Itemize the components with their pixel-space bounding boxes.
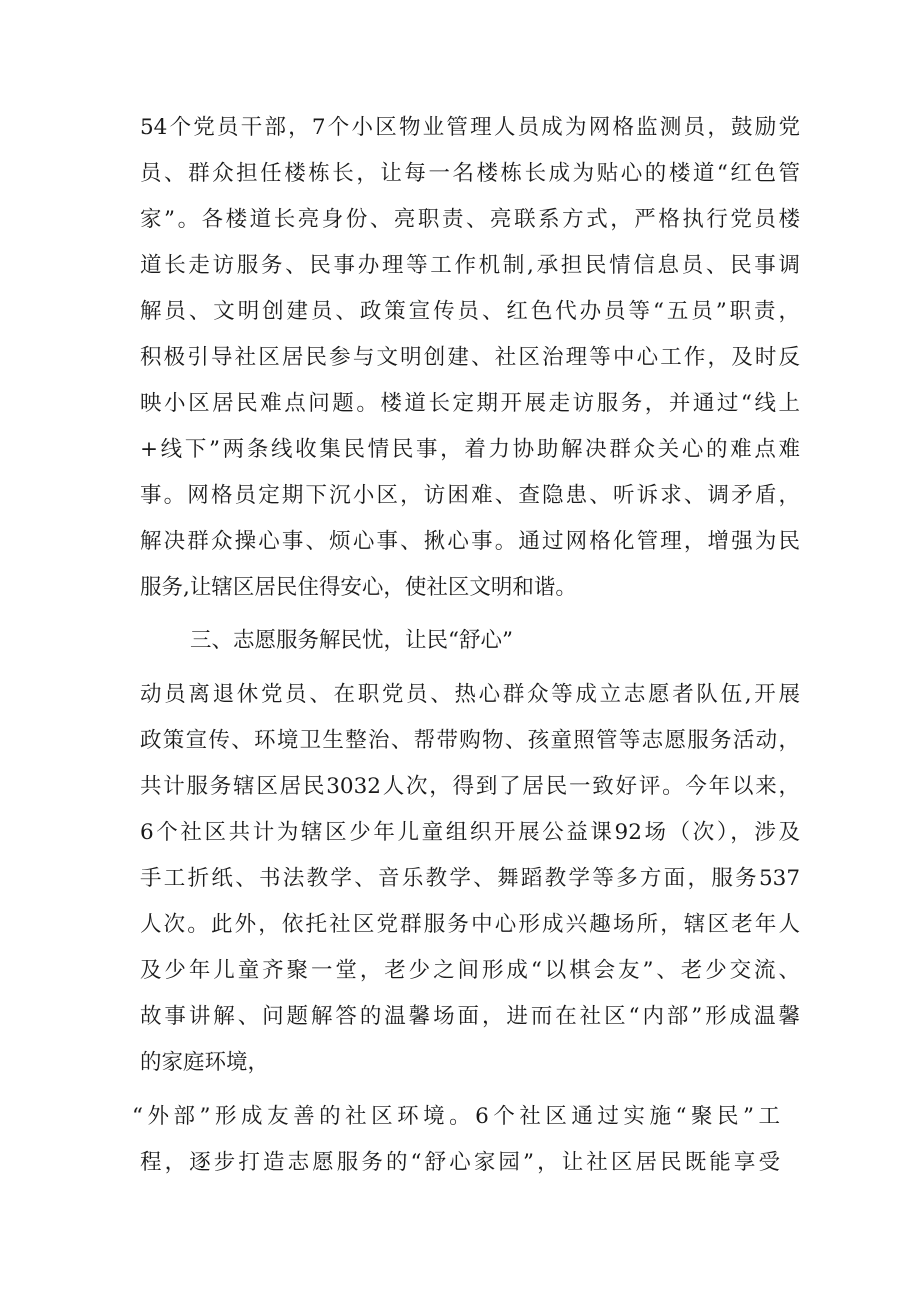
text-line: 6个社区共计为辖区少年儿童组织开展公益课92场（次），涉及 [140, 820, 800, 845]
text-line: 动员离退休党员、在职党员、热心群众等成立志愿者队伍,开展 [140, 682, 800, 707]
text-line: 及少年儿童齐聚一堂，老少之间形成“以棋会友”、老少交流、 [140, 958, 800, 983]
text-line: +线下”两条线收集民情民事，着力协助解决群众关心的难点难 [140, 437, 800, 462]
text-line: 解决群众操心事、烦心事、揪心事。通过网格化管理，增强为民 [140, 529, 800, 554]
text-line: 54个党员干部，7个小区物业管理人员成为网格监测员，鼓励党 [140, 115, 800, 140]
text-line: 手工折纸、书法教学、音乐教学、舞蹈教学等多方面，服务537 [140, 866, 800, 891]
text-line: 故事讲解、问题解答的温馨场面，进而在社区“内部”形成温馨 [140, 1004, 800, 1029]
text-line-last: 服务,让辖区居民住得安心，使社区文明和谐。 [140, 575, 577, 600]
text-line: “外部”形成友善的社区环境。6个社区通过实施“聚民”工 [132, 1104, 780, 1129]
text-line: 道长走访服务、民事办理等工作机制,承担民情信息员、民事调 [140, 253, 800, 278]
text-line: 人次。此外，依托社区党群服务中心形成兴趣场所，辖区老年人 [140, 912, 800, 937]
text-line: 事。网格员定期下沉小区，访困难、查隐患、听诉求、调矛盾， [140, 483, 800, 508]
text-line: 共计服务辖区居民3032人次，得到了居民一致好评。今年以来， [140, 774, 800, 799]
text-line: 员、群众担任楼栋长，让每一名楼栋长成为贴心的楼道“红色管 [140, 161, 800, 186]
text-line-last: 的家庭环境， [140, 1050, 270, 1075]
text-line: 映小区居民难点问题。楼道长定期开展走访服务，并通过“线上 [140, 391, 800, 416]
text-line: 积极引导社区居民参与文明创建、社区治理等中心工作，及时反 [140, 345, 800, 370]
text-line: 程，逐步打造志愿服务的“舒心家园”，让社区居民既能享受 [140, 1150, 780, 1175]
text-line: 政策宣传、环境卫生整治、帮带购物、孩童照管等志愿服务活动， [140, 728, 800, 753]
text-line: 家”。各楼道长亮身份、亮职责、亮联系方式，严格执行党员楼 [140, 207, 800, 232]
section-heading: 三、志愿服务解民忧，让民“舒心” [190, 628, 513, 653]
text-line: 解员、文明创建员、政策宣传员、红色代办员等“五员”职责， [140, 299, 800, 324]
